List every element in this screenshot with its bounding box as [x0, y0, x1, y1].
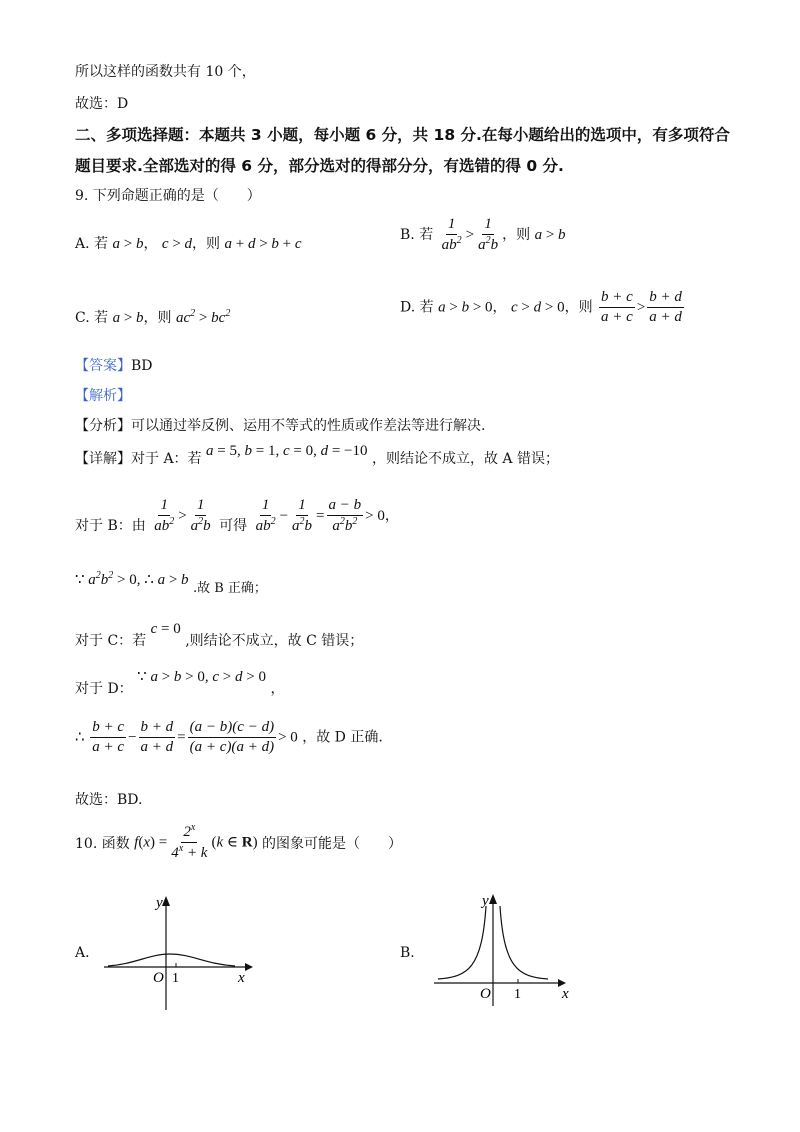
- option-d: D. 若 a > b > 0， c > d > 0，则 $\frac{b + c}{a + c}$ > $\frac{b + d}{a + d}$: [400, 289, 682, 325]
- graph-b-one: 1: [514, 987, 521, 1002]
- section-heading-b: 题目要求.全部选对的得 6 分，部分选对的得部分分，有选错的得 0 分.: [75, 157, 564, 175]
- option-a-then: ，则: [192, 236, 221, 252]
- text-line-2: 故选：D: [75, 96, 129, 112]
- graph-a-label: A.: [75, 945, 90, 961]
- detail-a-lead: 【详解】对于 A：若: [75, 451, 202, 467]
- graph-b-label: B.: [400, 945, 415, 961]
- detail-b2: ∵ $a^2b^2 > 0$, ∴ a > b .故 B 正确；: [75, 570, 267, 596]
- graph-a-y-label: y: [156, 895, 163, 911]
- question-10-stem: 10. 函数 f(x) = $\frac{2^x}{4^x + k}$ (k ∈ R) 的图象可能是（ ）: [75, 822, 403, 861]
- option-a-comma: ，: [143, 236, 158, 252]
- detail-c: 对于 C：若 c = 0 ,则结论不成立，故 C 错误；: [75, 621, 364, 649]
- detail-d-tail: ，: [270, 681, 285, 697]
- graph-a-one: 1: [172, 971, 179, 986]
- graph-a-x-label: x: [238, 970, 245, 986]
- detail-b: 对于 B：由 $\frac{1}{ab^2}$ > $\frac{1}{a^2b}$ 可得 $\frac{1}{ab^2}$ − $\frac{1}{a^2b}$ = $\frac{a - b}{a^2b^2}$ > 0，: [75, 497, 399, 534]
- graph-b-curve-left: [438, 906, 486, 979]
- option-a-label: A. 若: [75, 236, 109, 252]
- question-9-stem: 9. 下列命题正确的是（ ）: [75, 188, 261, 204]
- detail-d: 对于 D： ∵ a > b > 0, c > d > 0 ，: [75, 669, 285, 697]
- graph-b: [430, 888, 590, 1013]
- detail-d2: ∴ $\frac{b + c}{a + c}$ − $\frac{b + d}{a + d}$ = $\frac{(a - b)(c - d)}{(a + c)(a + d)}$ > 0 ，故 D 正确.: [75, 719, 383, 755]
- analysis-tag: 【解析】: [75, 388, 131, 404]
- answer-tag: 【答案】: [75, 358, 131, 374]
- option-a: A. 若 a > b， c > d，则 a + d > b + c: [75, 236, 302, 252]
- final-choice: 故选：BD.: [75, 792, 143, 808]
- detail-c-lead: 对于 C：若: [75, 633, 147, 649]
- option-c-then: ，则: [143, 310, 172, 326]
- detail-b-lead: 对于 B：由: [75, 517, 146, 534]
- text-line-1: 所以这样的函数共有 10 个，: [75, 64, 256, 80]
- detail-d-lead: 对于 D：: [75, 681, 133, 697]
- graph-b-origin: O: [480, 986, 491, 1002]
- question-10-tail: 的图象可能是（ ）: [262, 836, 403, 853]
- option-d-label: D. 若: [400, 299, 434, 316]
- graph-a-curve: [108, 954, 235, 966]
- option-b: B. 若 $\frac{1}{ab^2}$ > $\frac{1}{a^2b}$ ，则 a > b: [400, 216, 566, 253]
- option-b-label: B. 若: [400, 226, 434, 243]
- answer-value: BD: [131, 358, 153, 374]
- option-c: C. 若 a > b，则 $ac^2 > bc^2$: [75, 308, 231, 326]
- graph-b-y-label: y: [482, 893, 489, 909]
- analysis-summary: 【分析】可以通过举反例、运用不等式的性质或作差法等进行解决.: [75, 418, 486, 434]
- option-d-then: ，则: [564, 299, 593, 316]
- answer-line: [75, 358, 153, 375]
- detail-b-mid: 可得: [219, 517, 248, 534]
- detail-a-tail: ，则结论不成立，故 A 错误；: [371, 451, 559, 467]
- graph-a: [100, 890, 260, 1015]
- graph-b-y-arrow: [489, 894, 497, 904]
- option-b-then: ，则: [502, 226, 531, 243]
- graph-a-y-arrow: [162, 896, 170, 906]
- graph-a-origin: O: [153, 970, 164, 986]
- graph-b-x-label: x: [562, 986, 569, 1002]
- graph-b-curve-right: [500, 906, 548, 979]
- detail-c-tail: ,则结论不成立，故 C 错误；: [185, 633, 364, 649]
- option-d-comma: ，: [492, 299, 507, 316]
- question-10-lead: 10. 函数: [75, 836, 130, 853]
- detail-a: 【详解】对于 A：若 a = 5, b = 1, c = 0, d = −10 ，则结论不成立，故 A 错误；: [75, 443, 559, 467]
- graph-a-x-arrow: [245, 963, 253, 971]
- detail-d2-tail: ，故 D 正确.: [302, 729, 383, 746]
- detail-b-tail: ，: [384, 507, 399, 524]
- option-c-label: C. 若: [75, 310, 109, 326]
- detail-b2-tail: .故 B 正确；: [192, 581, 267, 596]
- section-heading-a: 二、多项选择题：本题共 3 小题，每小题 6 分，共 18 分.在每小题给出的选项中，有多项符合: [75, 126, 730, 144]
